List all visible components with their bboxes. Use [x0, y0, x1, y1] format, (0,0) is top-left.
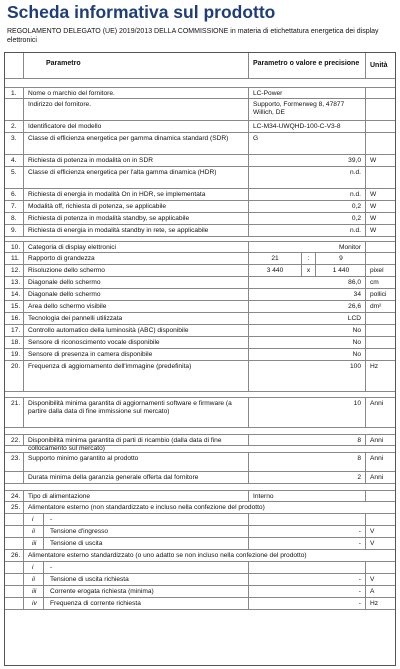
table-row — [5, 562, 395, 574]
row-description: Disponibilità minima garantita di parti di ricambio (dalla data di fine collocamento sul mercato) — [23, 435, 248, 445]
row-unit: W — [365, 155, 395, 166]
row-value: - — [248, 574, 365, 585]
row-value: Monitor — [248, 242, 365, 252]
row-description: Nome o marchio del fornitore. — [23, 88, 248, 98]
table-row — [5, 155, 395, 167]
row-number: 19. — [11, 351, 21, 358]
row-description: Disponibilità minima garantita di aggiornamenti software e firmware (a partire dalla data di fine immissione sul mercato) — [23, 398, 248, 427]
row-unit: W — [365, 213, 395, 224]
table-row — [5, 490, 395, 502]
row-value: Supporto, Formerweg 8, 47877 Willich, DE — [248, 99, 365, 120]
row-number: 26. — [11, 552, 21, 559]
row-description: Alimentatore esterno (non standardizzato e incluso nella confezione del prodotto) — [23, 502, 395, 513]
row-number — [5, 99, 23, 120]
row-value: 0,2 — [248, 213, 365, 224]
row-description: Corrente erogata richiesta (minima) — [43, 586, 248, 597]
row-number: 7. — [11, 203, 17, 210]
value-b: 1 440 — [315, 265, 366, 276]
table-row — [5, 121, 395, 133]
row-unit: Anni — [365, 453, 395, 471]
row-description: Tipo di alimentazione — [23, 491, 248, 501]
row-subindex: iii — [23, 538, 43, 549]
row-value: No — [248, 325, 365, 336]
row-number — [5, 574, 23, 585]
table-row — [5, 598, 395, 610]
row-value — [248, 265, 365, 276]
row-subindex: iv — [23, 598, 43, 609]
row-description: Tensione d'ingresso — [43, 526, 248, 537]
row-description: Diagonale dello schermo — [23, 289, 248, 300]
table-row — [5, 472, 395, 484]
row-value: 2 — [248, 472, 365, 483]
table-row — [5, 349, 395, 361]
table-row — [5, 361, 395, 392]
row-description: Richiesta di potenza in modalità on in SDR — [23, 155, 248, 166]
row-value: 0,2 — [248, 201, 365, 212]
row-unit — [365, 514, 395, 525]
table-row — [5, 277, 395, 289]
row-unit: pollici — [365, 289, 395, 300]
row-value — [248, 514, 365, 525]
row-value: 26,6 — [248, 301, 365, 312]
row-description: Alimentatore esterno standardizzato (o uno adatto se non incluso nella confezione del prodotto) — [23, 550, 395, 561]
row-unit: Anni — [365, 398, 395, 427]
row-number: 20. — [11, 363, 21, 370]
value-separator: x — [301, 265, 315, 276]
row-number: 23. — [11, 455, 21, 462]
row-subindex: ii — [23, 574, 43, 585]
row-number — [5, 562, 23, 573]
row-number: 13. — [11, 279, 21, 286]
row-spacer — [5, 79, 395, 87]
row-unit: V — [365, 574, 395, 585]
row-unit: Anni — [365, 472, 395, 483]
row-unit: pixel — [365, 265, 395, 276]
product-info-table — [4, 52, 396, 666]
row-number: 1. — [11, 90, 17, 97]
row-value — [248, 253, 365, 264]
row-unit: Hz — [365, 598, 395, 609]
row-description: Risoluzione dello schermo — [23, 265, 248, 276]
row-description: Rapporto di grandezza — [23, 253, 248, 264]
row-number: 22. — [11, 437, 21, 444]
table-row — [5, 87, 395, 99]
row-description: Supporto minimo garantito al prodotto — [23, 453, 248, 471]
row-value: LC-M34-UWQHD-100-C-V3-8 — [248, 121, 365, 132]
value-separator: : — [301, 253, 315, 264]
row-unit — [365, 349, 395, 360]
row-number: 17. — [11, 327, 21, 334]
row-value: No — [248, 349, 365, 360]
row-unit — [365, 121, 395, 132]
row-value: - — [248, 526, 365, 537]
row-subindex: i — [23, 514, 43, 525]
row-value: n.d. — [248, 189, 365, 200]
row-value: 8 — [248, 453, 365, 471]
row-unit — [365, 253, 395, 264]
table-row — [5, 99, 395, 121]
row-subindex: iii — [23, 586, 43, 597]
row-unit — [365, 491, 395, 501]
row-description: - — [43, 514, 248, 525]
page-subtitle: REGOLAMENTO DELEGATO (UE) 2019/2013 DELLA COMMISSIONE in materia di etichettatura energetica dei display elettronici — [7, 28, 379, 44]
row-description: Controllo automatico della luminosità (ABC) disponibile — [23, 325, 248, 336]
table-row — [5, 241, 395, 253]
row-value: n.d. — [248, 167, 365, 188]
table-header — [5, 53, 395, 79]
row-value: - — [248, 598, 365, 609]
value-a: 3 440 — [266, 267, 284, 274]
row-value: 34 — [248, 289, 365, 300]
row-number: 24. — [11, 493, 21, 500]
table-row — [5, 397, 395, 428]
row-description: Diagonale dello schermo — [23, 277, 248, 288]
row-number: 4. — [11, 157, 17, 164]
table-row — [5, 133, 395, 155]
row-number: 10. — [11, 244, 21, 251]
row-number: 5. — [11, 169, 17, 176]
table-row — [5, 301, 395, 313]
row-number: 11. — [11, 255, 20, 262]
row-number — [5, 526, 23, 537]
row-number — [5, 586, 23, 597]
row-description: Durata minima della garanzia generale offerta dal fornitore — [23, 472, 248, 483]
row-description: Richiesta di potenza in modalità standby, se applicabile — [23, 213, 248, 224]
row-unit — [365, 325, 395, 336]
row-unit: W — [365, 201, 395, 212]
row-value: Interno — [248, 491, 365, 501]
table-row — [5, 574, 395, 586]
row-number: 12. — [11, 267, 21, 274]
row-number: 2. — [11, 123, 17, 130]
row-unit — [365, 99, 395, 120]
row-unit — [365, 242, 395, 252]
row-unit — [365, 88, 395, 98]
row-unit — [365, 337, 395, 348]
row-number: 18. — [11, 339, 21, 346]
table-row — [5, 325, 395, 337]
row-description: Frequenza di corrente richiesta — [43, 598, 248, 609]
row-value: - — [248, 538, 365, 549]
table-row — [5, 253, 395, 265]
row-number: 9. — [11, 227, 17, 234]
header-unit: Unità — [365, 53, 395, 78]
table-row — [5, 167, 395, 189]
row-value: G — [248, 133, 365, 154]
row-description: Frequenza di aggiornamento dell'immagine (predefinita) — [23, 361, 248, 391]
row-unit: cm — [365, 277, 395, 288]
header-parameter: Parametro — [23, 53, 248, 78]
row-description: Richiesta di energia in modalità On in HDR, se implementata — [23, 189, 248, 200]
table-row — [5, 313, 395, 325]
row-number: 8. — [11, 215, 17, 222]
table-row — [5, 225, 395, 237]
table-row — [5, 502, 395, 514]
row-unit: A — [365, 586, 395, 597]
value-a: 21 — [271, 255, 279, 262]
row-description: Categoria di display elettronici — [23, 242, 248, 252]
row-description: Modalità off, richiesta di potenza, se applicabile — [23, 201, 248, 212]
table-row — [5, 538, 395, 550]
row-unit — [365, 313, 395, 324]
row-description: Sensore di riconoscimento vocale disponibile — [23, 337, 248, 348]
row-value: n.d. — [248, 225, 365, 236]
page-title: Scheda informativa sul prodotto — [7, 2, 276, 22]
row-unit: dm² — [365, 301, 395, 312]
row-unit: V — [365, 526, 395, 537]
table-row — [5, 265, 395, 277]
table-row — [5, 452, 395, 472]
table-row — [5, 213, 395, 225]
row-description: Classe di efficienza energetica per gamma dinamica standard (SDR) — [23, 133, 248, 154]
table-row — [5, 526, 395, 538]
row-number: 15. — [11, 303, 21, 310]
row-number: 16. — [11, 315, 21, 322]
row-description: Sensore di presenza in camera disponibile — [23, 349, 248, 360]
row-unit — [365, 133, 395, 154]
row-description: Indirizzo del fornitore. — [23, 99, 248, 120]
row-number: 14. — [11, 291, 21, 298]
row-value: 100 — [248, 361, 365, 391]
row-value: 39,0 — [248, 155, 365, 166]
row-unit: Anni — [365, 435, 395, 445]
table-row — [5, 201, 395, 213]
row-description: Tensione di uscita richiesta — [43, 574, 248, 585]
table-row — [5, 514, 395, 526]
table-row — [5, 586, 395, 598]
row-number: 6. — [11, 191, 17, 198]
value-b: 9 — [315, 253, 366, 264]
row-value: LCD — [248, 313, 365, 324]
header-number-cell — [5, 53, 23, 78]
row-number — [5, 598, 23, 609]
row-value — [248, 562, 365, 573]
row-number — [5, 514, 23, 525]
table-row — [5, 550, 395, 562]
row-unit — [365, 562, 395, 573]
row-unit — [365, 167, 395, 188]
row-number: 3. — [11, 135, 17, 142]
row-value: 86,0 — [248, 277, 365, 288]
row-subindex: i — [23, 562, 43, 573]
row-description: Tecnologia dei pannelli utilizzata — [23, 313, 248, 324]
header-value: Parametro o valore e precisione — [248, 53, 365, 78]
row-unit: V — [365, 538, 395, 549]
row-description: Classe di efficienza energetica per l'alta gamma dinamica (HDR) — [23, 167, 248, 188]
row-description: Tensione di uscita — [43, 538, 248, 549]
row-description: Richiesta di energia in modalità standby in rete, se applicabile — [23, 225, 248, 236]
row-value: 10 — [248, 398, 365, 427]
table-row — [5, 434, 395, 452]
row-value: 8 — [248, 435, 365, 445]
row-value: No — [248, 337, 365, 348]
row-unit: W — [365, 189, 395, 200]
table-row — [5, 337, 395, 349]
row-subindex: ii — [23, 526, 43, 537]
table-row — [5, 289, 395, 301]
row-number — [5, 472, 23, 483]
row-unit: Hz — [365, 361, 395, 391]
row-description: Area dello schermo visibile — [23, 301, 248, 312]
row-description: Identificatore del modello — [23, 121, 248, 132]
row-value: LC-Power — [248, 88, 365, 98]
row-unit: W — [365, 225, 395, 236]
row-number — [5, 538, 23, 549]
row-description: - — [43, 562, 248, 573]
row-number: 21. — [11, 400, 21, 407]
row-number: 25. — [11, 504, 21, 511]
row-value: - — [248, 586, 365, 597]
table-row — [5, 189, 395, 201]
